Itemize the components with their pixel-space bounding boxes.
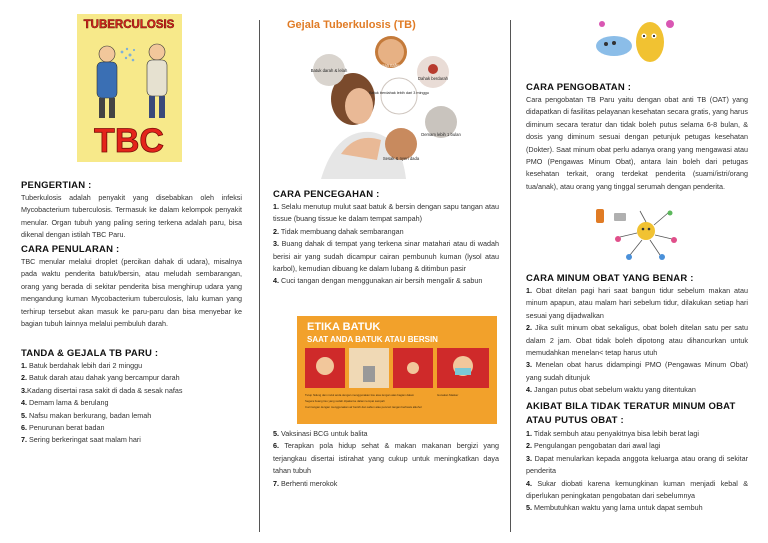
list-item: 3. Buang dahak di tempat yang terkena sinar matahari atau di wadah berisi air yang sudah dicampur cairan pembunuh kuman (lysol atau karbol), kemudian dibuang ke dalam lubang & ditimbun pasir: [273, 239, 499, 274]
pengertian-text: Tuberkulosis adalah penyakit yang disebabkan oleh infeksi Mycobacterium tuberculosis. Termasuk ke dalam kelompok penyakit menular. Organ tubuh yang paling sering terkena adalah paru, bisa dikenal dengan istilah TBC Paru.: [21, 193, 242, 240]
etika-batuk-poster: [297, 316, 497, 424]
list-item: 3.Kadang disertai rasa sakit di dada & sesak nafas: [21, 385, 183, 395]
list-item: 1. Selalu menutup mulut saat batuk & bersin dengan sapu tangan atau tissue (buang tissue ke dalam tempat sampah): [273, 202, 500, 224]
list-item: 4. Cuci tangan dengan menggunakan air bersih mengalir & sabun: [273, 276, 483, 286]
pencegahan-list: [273, 201, 499, 288]
penularan-heading: CARA PENULARAN :: [21, 244, 120, 255]
list-item: 3. Dapat menularkan kepada anggota keluarga atau orang di sekitar penderita: [526, 453, 748, 476]
germ-cartoon-illustration: [592, 12, 678, 68]
column-2: [261, 0, 508, 543]
list-item: 1. Batuk berdahak lebih dari 2 minggu: [21, 361, 143, 370]
poster-big-label: TBC: [94, 122, 164, 160]
column-3: [512, 0, 768, 543]
etika-title: ETIKA BATUK: [307, 321, 381, 333]
medicine-image: [590, 203, 686, 267]
penularan-text: TBC menular melalui droplet (percikan dahak di udara), misalnya pada waktu penderita batuk/bersin, atau meludah sembarangan, orang yang berada di sekitar penderita bisa menghirup udara yang mengandung kuman Mycobacterium tuberculosis, lalu kuman yang terhirup tersebut akan masuk ke paru-paru dan bisa menyebar ke bagian tubuh lainnya melalui pembuluh darah.: [21, 257, 242, 329]
list-item: 4. Sukar diobati karena kemungkinan kuman menjadi kebal & diperlukan peningkatan pengobatan dari sebelumnya: [526, 478, 748, 501]
akibat-list: [526, 428, 748, 515]
list-item: 3. Menelan obat harus didampingi PMO (Pengawas Minum Obat) yang sudah ditunjuk: [526, 360, 748, 382]
tbc-poster-illustration: [77, 14, 182, 162]
list-item: 2. Tidak membuang dahak sembarangan: [273, 226, 404, 236]
pengobatan-heading: CARA PENGOBATAN :: [526, 82, 632, 93]
gejala-heading: TANDA & GEJALA TB PARU :: [21, 348, 159, 359]
list-item: 4. Jangan putus obat sebelum waktu yang ditentukan: [526, 385, 696, 395]
list-item: 6. Terapkan pola hidup sehat & makan makanan bergizi yang terjangkau disertai istirahat yang cukup untuk meningkatkan daya tahan tubuh: [273, 441, 499, 476]
list-item: 1. Obat ditelan pagi hari saat bangun tidur sebelum makan atau minum apapun, atau malam hari sebelum tidur, dilakukan setiap hari sesuai yang dijadwalkan: [526, 286, 749, 320]
pencegahan-list-continued: [273, 428, 499, 490]
column-1: [0, 0, 258, 543]
list-item: 5. Membutuhkan waktu yang lama untuk dapat sembuh: [526, 503, 703, 513]
etika-caption: Tutup hidung dan mulut anda dengan menggunakan tisu atau lengan atas bagian dalam: [305, 393, 415, 397]
symptom-bubble-label: Dahak berdarah: [417, 76, 449, 81]
pengertian-heading: PENGERTIAN :: [21, 180, 92, 191]
medicine-illustration: [590, 203, 686, 267]
pencegahan-heading: CARA PENCEGAHAN :: [273, 189, 380, 200]
column-divider-left: [259, 20, 260, 532]
list-item: 2. Batuk darah atau dahak yang bercampur darah: [21, 373, 180, 383]
symptom-image: [281, 14, 469, 179]
symptom-bubble-label: Batuk darah & lelah: [310, 68, 348, 73]
list-item: 1. Tidak sembuh atau penyakitnya bisa lebih berat lagi: [526, 429, 700, 438]
germ-cartoon-image: [592, 12, 678, 68]
etika-subtitle: SAAT ANDA BATUK ATAU BERSIN: [307, 335, 438, 344]
list-item: 2. Pengulangan pengobatan dari awal lagi: [526, 441, 661, 451]
gejala-list: [21, 360, 246, 447]
symptom-bubble-label: Kehilangan nafsu makan: [367, 63, 415, 68]
etika-caption: Segera buang tisu yang sudah dipakai ke dalam tempat sampah: [305, 399, 385, 403]
pengobatan-text: Cara pengobatan TB Paru yaitu dengan obat anti TB (OAT) yang didapatkan di fasilitas pelayanan kesehatan secara gratis, yang harus diminum secara teratur dan tidak boleh putus selama 6-8 bulan, & dosis yang diminum sesuai dengan petunjuk petugas kesehatan (Dokter). Saat minum obat perlu adanya orang yang mengawasi atau PMO (Pengawas Minum Obat), antara lain boleh dari petugas kesehatan terkait, orang terdekat penderita (suami/istri/orang tua/anak), atau orang yang tinggal serumah dengan penderita.: [526, 95, 748, 191]
poster-title: TUBERCULOSIS: [83, 19, 175, 31]
symptom-image-title: Gejala Tuberkulosis (TB): [287, 19, 416, 31]
akibat-heading: AKIBAT BILA TIDAK TERATUR MINUM OBAT ATAU PUTUS OBAT :: [526, 401, 736, 426]
list-item: 5. Vaksinasi BCG untuk balita: [273, 429, 368, 438]
symptom-bubble-label: Batuk berdahak lebih dari 3 minggu: [369, 91, 429, 95]
tbc-poster-image: [77, 14, 182, 162]
etika-caption: Gunakan Masker: [437, 393, 459, 397]
list-item: 4. Demam lama & berulang: [21, 398, 109, 408]
list-item: 5. Nafsu makan berkurang, badan lemah: [21, 410, 152, 420]
symptom-illustration: [281, 14, 469, 179]
minum-obat-heading: CARA MINUM OBAT YANG BENAR :: [526, 273, 694, 284]
list-item: 7. Berhenti merokok: [273, 478, 338, 488]
symptom-bubble-label: Demam lebih 1 bulan: [421, 132, 461, 137]
list-item: 6. Penurunan berat badan: [21, 423, 105, 433]
column-divider-right: [510, 20, 511, 532]
minum-obat-list: [526, 285, 748, 397]
etika-caption: Cuci tangan dengan menggunakan air bersih dan sabun atau pencuci tangan berbasis alkohol: [305, 405, 422, 409]
list-item: 2. Jika sulit minum obat sekaligus, obat boleh ditelan satu per satu dalam 2 jam. Obat tidak boleh dipotong atau dihancurkan untuk memudahkan menelan< tetap harus utuh: [526, 323, 748, 358]
symptom-bubble-label: Sesak & nyeri dada: [382, 156, 420, 161]
etika-batuk-illustration: [297, 316, 497, 424]
list-item: 7. Sering berkeringat saat malam hari: [21, 435, 141, 445]
